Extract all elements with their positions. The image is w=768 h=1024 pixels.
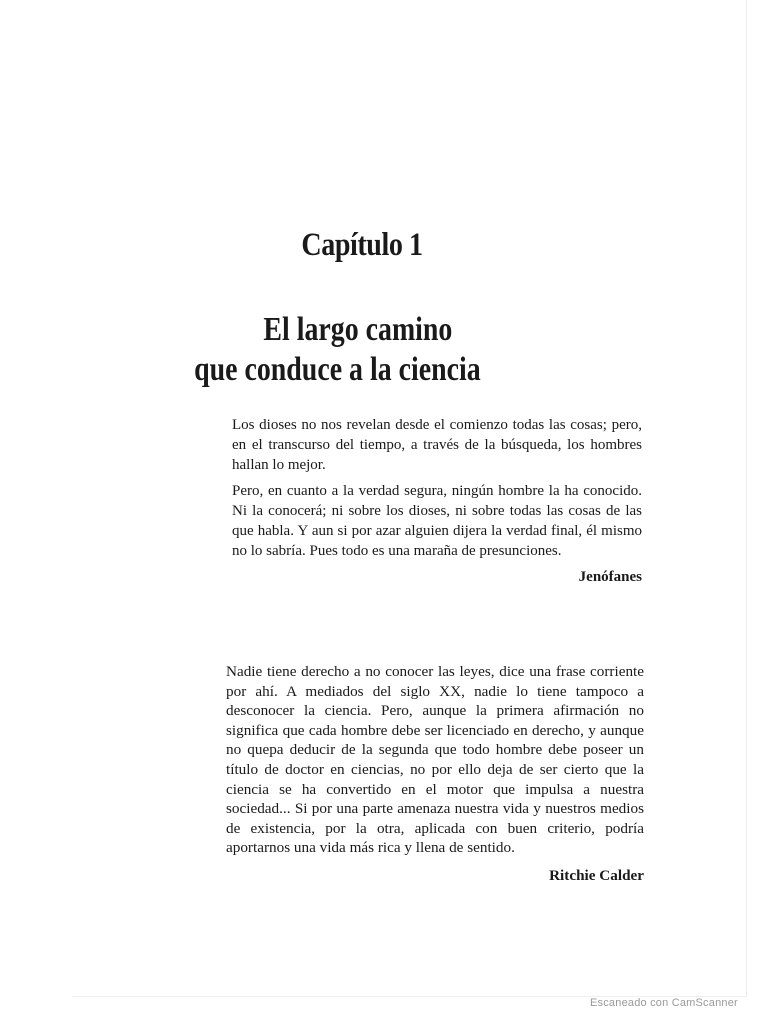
quote-block: [226, 662, 644, 886]
chapter-title-line-1: El largo camino: [263, 311, 453, 349]
chapter-number: Capítulo 1: [301, 227, 423, 264]
quote-text: Nadie tiene derecho a no conocer las leyes, dice una frase corriente por ahí. A mediados del siglo XX, nadie lo tiene tampoco a desconocer la ciencia. Pero, aunque la primera afirmación no significa que cada hombre debe ser licenciado en derecho, y aunque no quepa deducir de la segunda que todo hombre debe poseer un título de doctor en ciencias, no por ello deja de ser cierto que la ciencia se ha convertido en el motor que impulsa a nuestra sociedad... Si por una parte amenaza nuestra vida y nuestros medios de existencia, por la otra, aplicada con buen criterio, podría aportarnos una vida más rica y llena de sentido.: [226, 663, 644, 857]
epigraph-paragraph-2: Pero, en cuanto a la verdad segura, ningún hombre la ha conocido. Ni la conocerá; ni sobre los dioses, ni sobre todas las cosas de las que habla. Y aun si por azar alguien dijera la verdad final, él mismo no lo sabría. Pues todo es una maraña de presunciones.: [232, 483, 642, 559]
chapter-title: [65, 310, 659, 390]
quote-author: Ritchie Calder: [549, 866, 644, 884]
scanner-watermark: Escaneado con CamScanner: [590, 997, 738, 1009]
epigraph-paragraph-1: Los dioses no nos revelan desde el comienzo todas las cosas; pero, en el transcurso del tiempo, a través de la búsqueda, los hombres hallan lo mejor.: [232, 417, 642, 473]
epigraph-author: Jenófanes: [578, 569, 642, 585]
epigraph-block: [232, 415, 642, 593]
chapter-title-line-2: que conduce a la ciencia: [194, 351, 481, 389]
